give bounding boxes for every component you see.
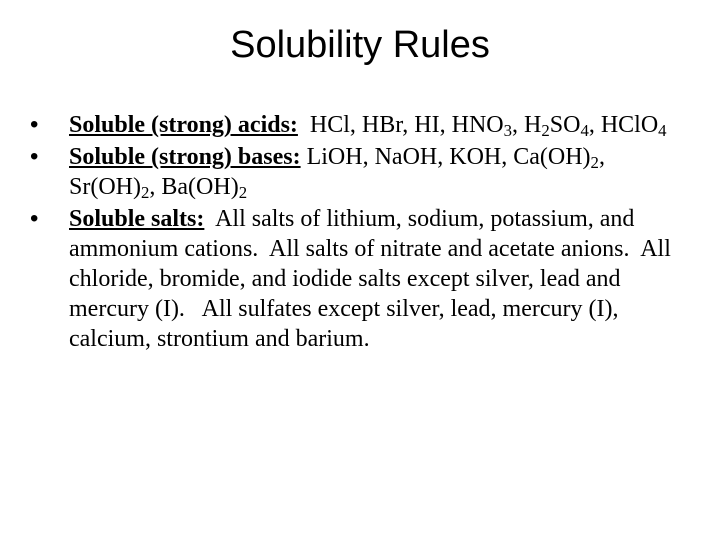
bullet-heading: Soluble salts:	[69, 206, 205, 232]
bullet-dot-icon: •	[30, 143, 39, 170]
bullet-list	[30, 110, 690, 356]
bullet-bases: • Soluble (strong) bases: LiOH, NaOH, KOH, $Ca(OH)_2$, $Sr(OH)_2$, $Ba(OH)_2$	[30, 143, 605, 203]
slide-title: Solubility Rules	[230, 24, 490, 66]
bullet-salts: • Soluble salts: All salts of lithium, sodium, potassium, and ammonium cations. All salts of nitrate and acetate anions. All chloride, bromide, and iodide salts except silver, lead and mercury (I). All sulfates except silver, lead, mercury (I), calcium, strontium and barium.	[30, 205, 677, 352]
bullet-acids: • Soluble (strong) acids: HCl, HBr, HI, $HNO_3$, $H_2SO_4$, HClO$_4$	[30, 111, 667, 141]
bullet-heading: Soluble (strong) bases:	[69, 144, 301, 170]
bullet-dot-icon: •	[30, 205, 39, 232]
bullet-dot-icon: •	[30, 111, 39, 138]
bullet-heading: Soluble (strong) acids:	[69, 112, 298, 138]
